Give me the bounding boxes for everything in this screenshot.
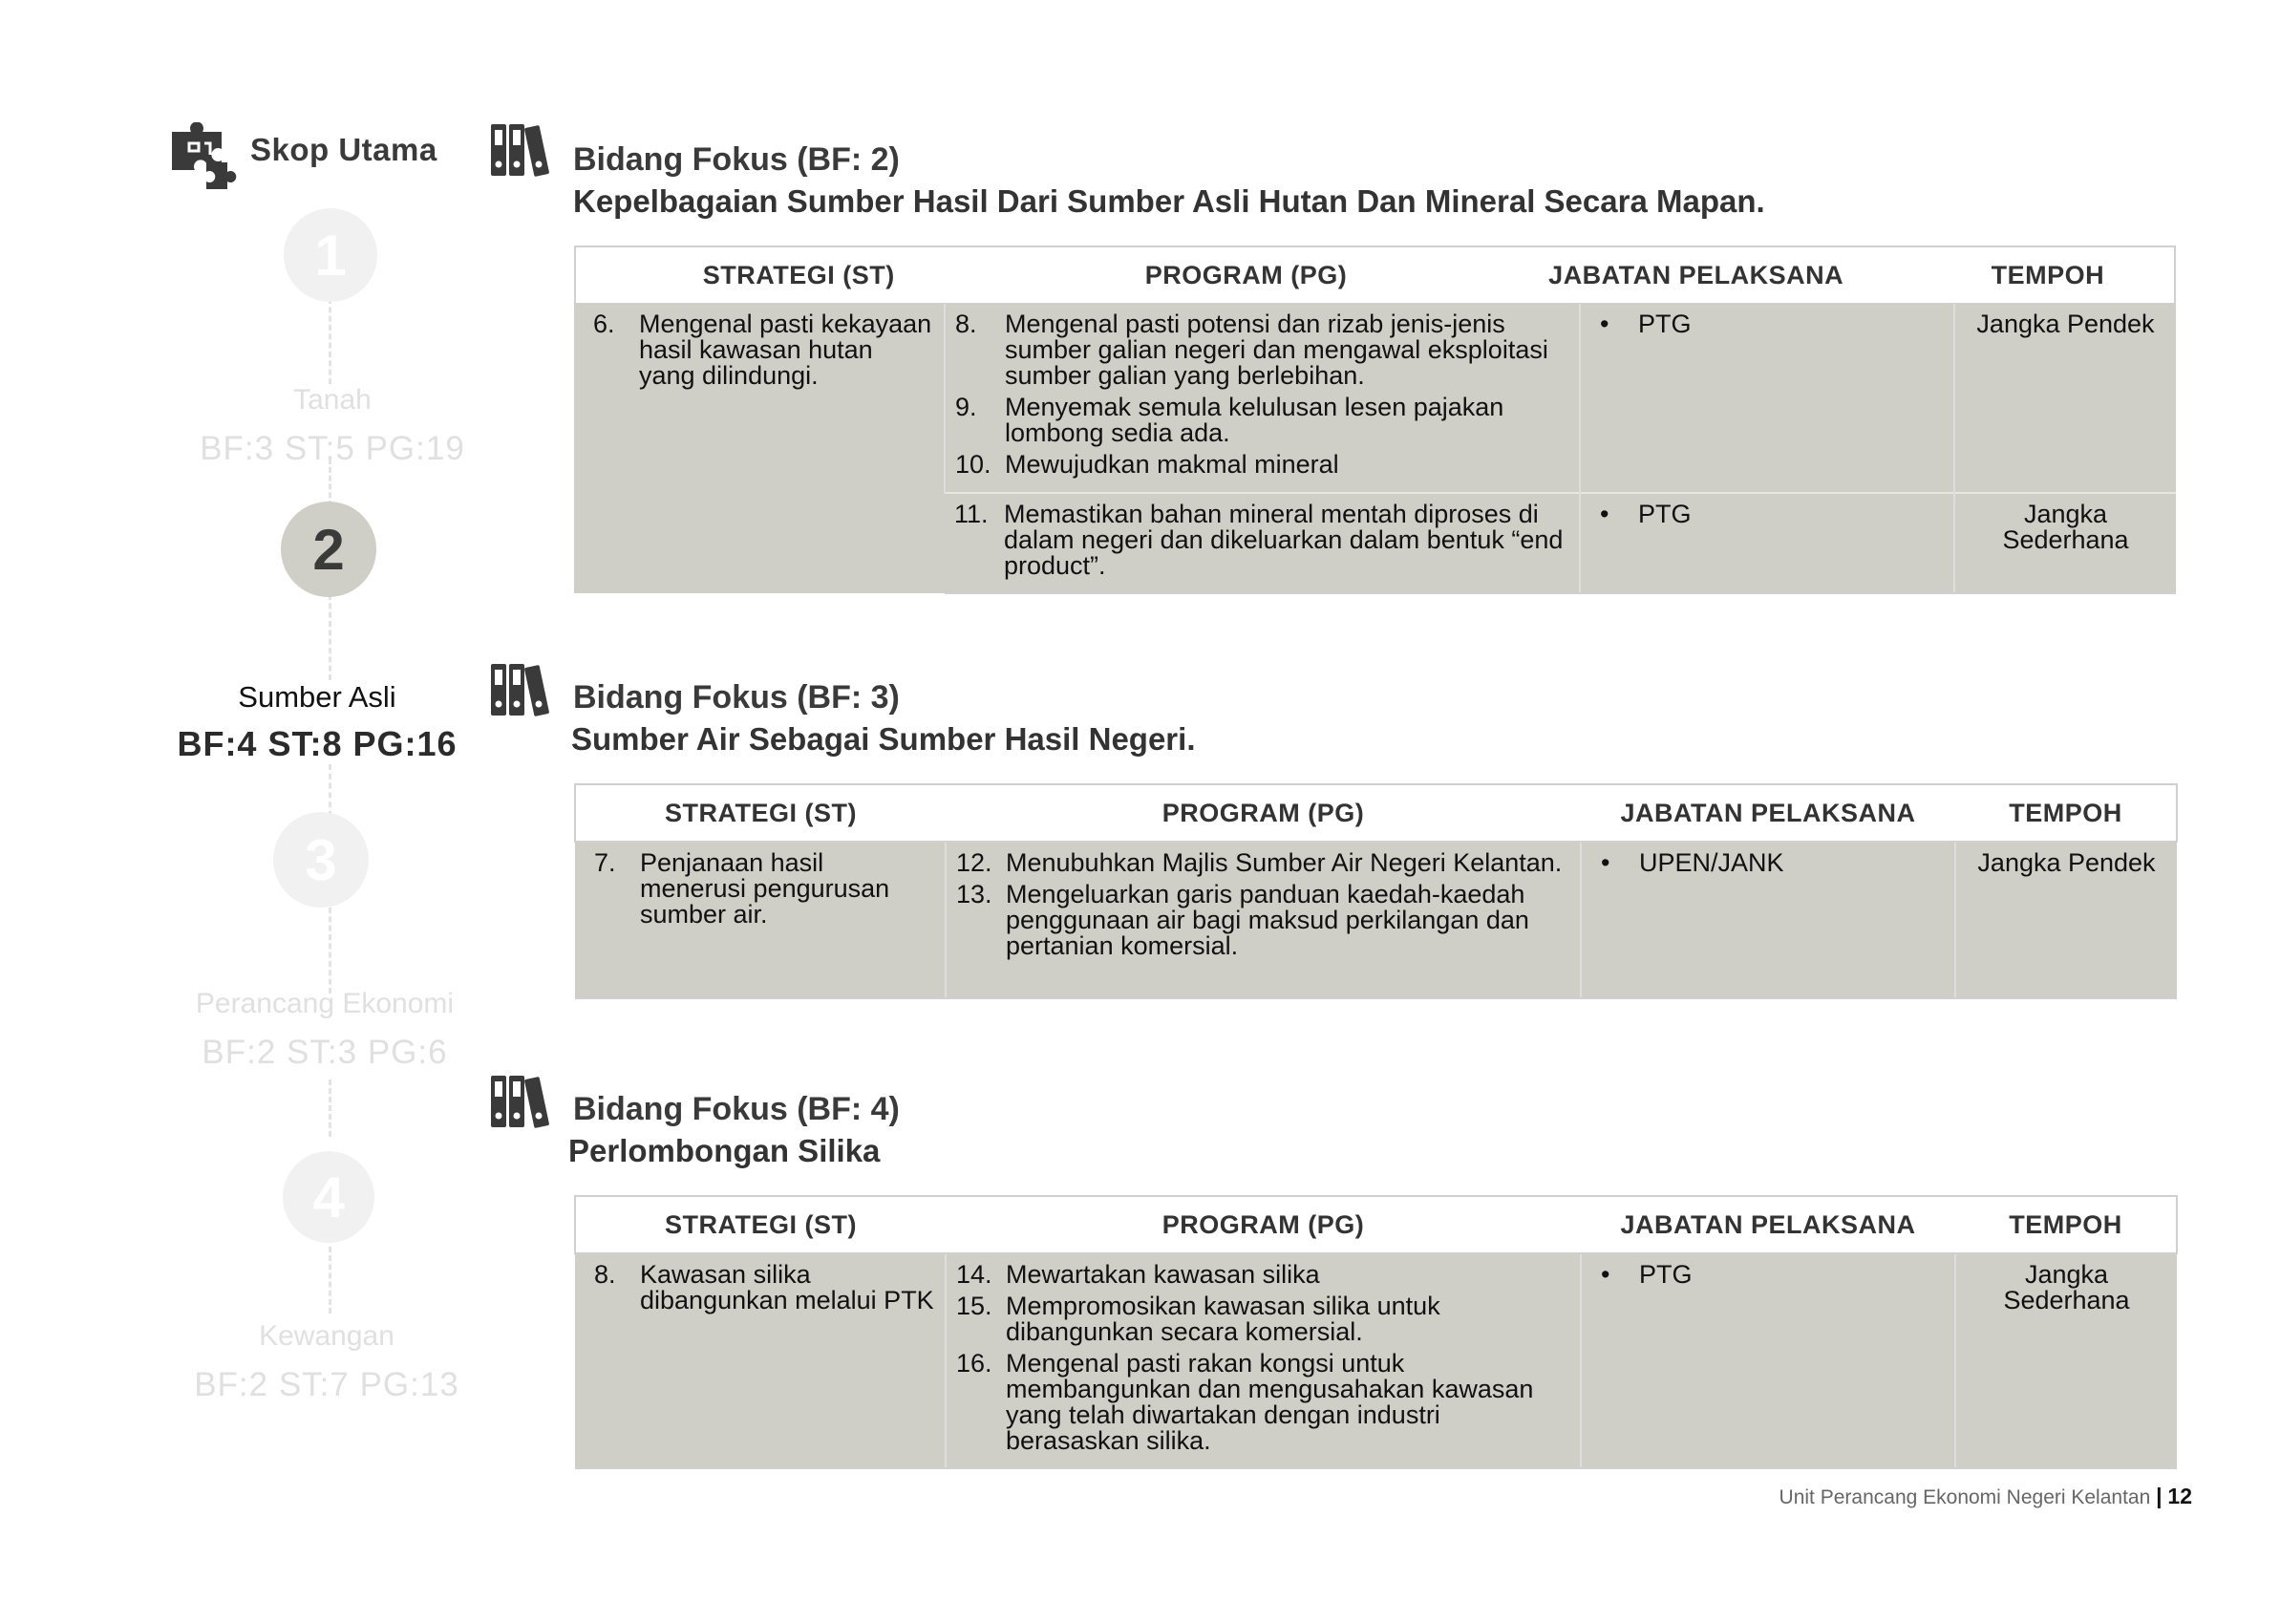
- timeline-connector: [329, 298, 331, 384]
- step-stats: BF:2 ST:7 PG:13: [194, 1366, 459, 1403]
- step-stats: BF:3 ST:5 PG:19: [200, 430, 465, 467]
- program-number: 15.: [956, 1292, 992, 1320]
- program-text: Mewartakan kawasan silika: [1006, 1260, 1320, 1289]
- step-stats: BF:2 ST:3 PG:6: [202, 1034, 448, 1071]
- col-header-strategi: STRATEGI (ST): [575, 784, 946, 842]
- scope-title: Skop Utama: [250, 132, 437, 167]
- program-text: Mempromosikan kawasan silika untuk dibangunkan secara komersial.: [1006, 1292, 1440, 1346]
- section-title: Bidang Fokus (BF: 2): [573, 141, 900, 178]
- bullet-icon: •: [1600, 310, 1609, 338]
- program-text: Mengenal pasti potensi dan rizab jenis-jenis sumber galian negeri dan mengawal eksploitasi sumber galian yang berlebihan.: [1005, 310, 1548, 390]
- program-number: 10.: [955, 450, 991, 479]
- jabatan-cell: [1580, 493, 1954, 593]
- jabatan-text: UPEN/JANK: [1639, 848, 1784, 877]
- strategy-cell: [575, 1253, 946, 1468]
- table-row: [575, 842, 2177, 998]
- strategy-table: [574, 246, 2176, 305]
- tempoh-cell: Jangka Pendek: [1955, 842, 2177, 998]
- jabatan-cell: [1581, 842, 1955, 998]
- program-text: Mengeluarkan garis panduan kaedah-kaedah penggunaan air bagi maksud perkilangan dan pertanian komersial.: [1006, 880, 1529, 960]
- program-number: 13.: [956, 880, 992, 908]
- step-label-1: [180, 384, 485, 468]
- step-label-2: [164, 680, 470, 764]
- program-text: Menubuhkan Majlis Sumber Air Negeri Kelantan.: [1006, 848, 1563, 877]
- strategy-table-body: [574, 304, 2176, 594]
- tempoh-cell: Jangka Sederhana: [1954, 493, 2176, 593]
- bullet-icon: •: [1601, 848, 1610, 877]
- strategy-cell: [574, 304, 945, 593]
- step-label-4: [174, 1320, 479, 1404]
- footer-org: Unit Perancang Ekonomi Negeri Kelantan: [1779, 1486, 2151, 1508]
- bullet-icon: •: [1600, 500, 1609, 528]
- program-text: Mengenal pasti rakan kongsi untuk membangunkan dan mengusahakan kawasan yang telah diwartakan dengan industri berasaskan silika.: [1006, 1349, 1534, 1455]
- timeline-connector: [329, 1247, 331, 1314]
- col-header-jabatan: JABATAN PELAKSANA: [1471, 246, 1922, 304]
- program-number: 11.: [954, 500, 989, 528]
- program-cell: [946, 842, 1581, 998]
- col-header-jabatan: JABATAN PELAKSANA: [1581, 784, 1955, 842]
- step-circle-3[interactable]: 3: [273, 812, 369, 908]
- program-number: 8.: [955, 310, 977, 338]
- binders-icon: [489, 1074, 552, 1129]
- strategy-text: Kawasan silika dibangunkan melalui PTK: [640, 1260, 934, 1314]
- binders-icon: [489, 122, 552, 178]
- strategy-cell: [575, 842, 946, 998]
- col-header-tempoh: TEMPOH: [1955, 784, 2177, 842]
- col-header-program: PROGRAM (PG): [1022, 246, 1471, 304]
- program-text: Menyemak semula kelulusan lesen pajakan lombong sedia ada.: [1005, 393, 1504, 447]
- jabatan-text: PTG: [1638, 310, 1692, 338]
- step-name: Sumber Asli: [238, 680, 396, 714]
- program-text: Memastikan bahan mineral mentah diproses di dalam negeri dan dikeluarkan dalam bentuk “end product”.: [1004, 500, 1564, 580]
- timeline-connector: [329, 908, 331, 994]
- program-cell: [945, 493, 1580, 593]
- col-header-tempoh: TEMPOH: [1922, 246, 2175, 304]
- timeline-connector: [329, 764, 331, 817]
- program-cell: [946, 1253, 1581, 1468]
- program-number: 9.: [955, 393, 977, 421]
- program-text: Mewujudkan makmal mineral: [1005, 450, 1339, 479]
- program-number: 14.: [956, 1260, 992, 1289]
- table-row: [575, 1253, 2177, 1468]
- step-circle-4[interactable]: 4: [283, 1151, 374, 1243]
- strategy-number: 6.: [593, 310, 615, 338]
- program-number: 12.: [956, 848, 992, 877]
- strategy-text: Penjanaan hasil menerusi pengurusan sumber air.: [640, 848, 890, 929]
- footer-separator: |: [2156, 1484, 2163, 1508]
- step-label-3: [172, 988, 478, 1072]
- jabatan-text: PTG: [1639, 1260, 1693, 1289]
- jabatan-text: PTG: [1638, 500, 1692, 528]
- table-row: [574, 304, 2176, 493]
- col-header-jabatan: JABATAN PELAKSANA: [1581, 1196, 1955, 1253]
- strategy-number: 7.: [594, 848, 616, 877]
- step-circle-1[interactable]: 1: [284, 208, 377, 302]
- binders-icon: [489, 662, 552, 717]
- col-header-program: PROGRAM (PG): [946, 1196, 1581, 1253]
- step-name: Perancang Ekonomi: [195, 988, 455, 1019]
- step-circle-2[interactable]: 2: [281, 502, 376, 597]
- strategy-number: 8.: [594, 1260, 616, 1289]
- section-subtitle: Kepelbagaian Sumber Hasil Dari Sumber Asli Hutan Dan Mineral Secara Mapan.: [573, 183, 1765, 219]
- step-name: Kewangan: [259, 1320, 394, 1352]
- step-name: Tanah: [293, 384, 372, 416]
- col-header-strategi: STRATEGI (ST): [575, 246, 1022, 304]
- step-stats: BF:4 ST:8 PG:16: [177, 724, 458, 763]
- page-footer: [1779, 1484, 2192, 1509]
- tempoh-cell: Jangka Sederhana: [1955, 1253, 2177, 1468]
- col-header-tempoh: TEMPOH: [1955, 1196, 2177, 1253]
- bullet-icon: •: [1601, 1260, 1610, 1289]
- strategy-table: [574, 783, 2178, 999]
- timeline-connector: [329, 594, 331, 680]
- tempoh-cell: Jangka Pendek: [1954, 304, 2176, 493]
- program-number: 16.: [956, 1349, 992, 1378]
- section-subtitle: Perlombongan Silika: [568, 1133, 881, 1168]
- jabatan-cell: [1581, 1253, 1955, 1468]
- col-header-program: PROGRAM (PG): [946, 784, 1581, 842]
- strategy-table: [574, 1195, 2178, 1469]
- jabatan-cell: [1580, 304, 1954, 493]
- strategy-text: Mengenal pasti kekayaan hasil kawasan hutan yang dilindungi.: [639, 310, 932, 390]
- timeline-connector: [329, 1079, 331, 1137]
- section-title: Bidang Fokus (BF: 4): [573, 1091, 900, 1127]
- program-cell: [945, 304, 1580, 493]
- page-number: 12: [2167, 1484, 2192, 1508]
- puzzle-icon: [170, 122, 239, 191]
- col-header-strategi: STRATEGI (ST): [575, 1196, 946, 1253]
- section-title: Bidang Fokus (BF: 3): [573, 679, 900, 716]
- section-subtitle: Sumber Air Sebagai Sumber Hasil Negeri.: [571, 721, 1196, 757]
